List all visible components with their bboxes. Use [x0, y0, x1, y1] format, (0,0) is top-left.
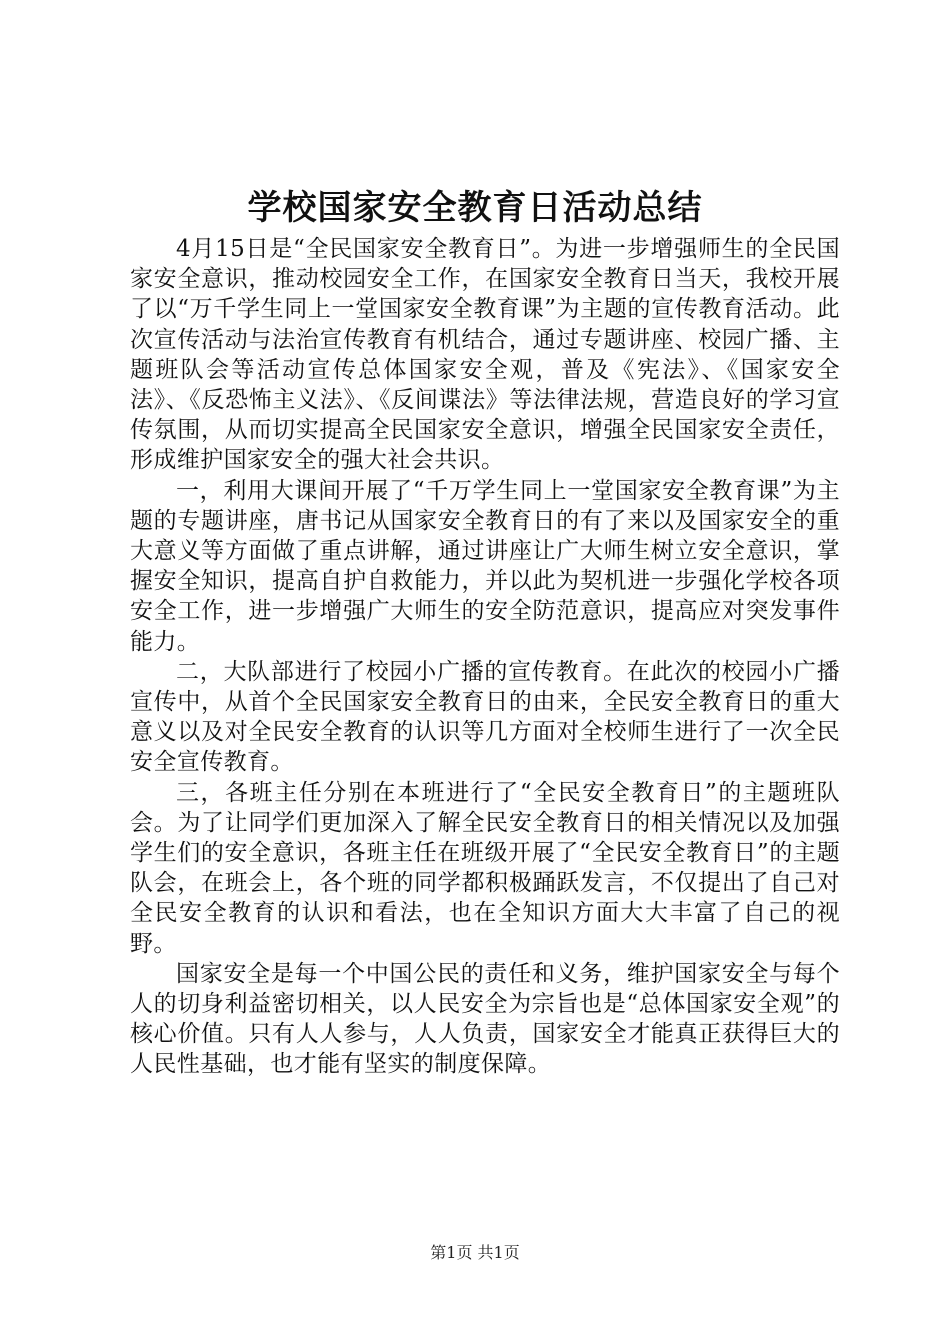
document-body: [130, 234, 840, 1080]
document-title: 学校国家安全教育日活动总结: [247, 188, 703, 228]
page-footer: 第1页 共1页: [430, 1243, 520, 1262]
paragraph-lecture: 一，利用大课间开展了“千万学生同上一堂国家安全教育课”为主题的专题讲座，唐书记从国家安全教育日的有了来以及国家安全的重大意义等方面做了重点讲解，通过讲座让广大师生树立安全意识，掌握安全知识，提高自护自救能力，并以此为契机进一步强化学校各项安全工作，进一步增强广大师生的安全防范意识，提高应对突发事件能力。: [130, 477, 840, 655]
paragraph-class-meeting: 三，各班主任分别在本班进行了“全民安全教育日”的主题班队会。为了让同学们更加深入了解全民安全教育日的相关情况以及加强学生们的安全意识，各班主任在班级开展了“全民安全教育日”的主题队会，在班会上，各个班的同学都积极踊跃发言，不仅提出了自己对全民安全教育的认识和看法，也在全知识方面大大丰富了自己的视野。: [130, 779, 840, 957]
paragraph-intro: 4月15日是“全民国家安全教育日”。为进一步增强师生的全民国家安全意识，推动校园安全工作，在国家安全教育日当天，我校开展了以“万千学生同上一堂国家安全教育课”为主题的宣传教育活动。此次宣传活动与法治宣传教育有机结合，通过专题讲座、校园广播、主题班队会等活动宣传总体国家安全观，普及《宪法》、《国家安全法》、《反恐怖主义法》、《反间谍法》等法律法规，营造良好的学习宣传氛围，从而切实提高全民国家安全意识，增强全民国家安全责任，形成维护国家安全的强大社会共识。: [130, 236, 840, 474]
paragraph-conclusion: 国家安全是每一个中国公民的责任和义务，维护国家安全与每个人的切身利益密切相关，以人民安全为宗旨也是“总体国家安全观”的核心价值。只有人人参与，人人负责，国家安全才能真正获得巨大的人民性基础，也才能有坚实的制度保障。: [130, 960, 840, 1078]
paragraph-broadcast: 二，大队部进行了校园小广播的宣传教育。在此次的校园小广播宣传中，从首个全民国家安全教育日的由来，全民安全教育日的重大意义以及对全民安全教育的认识等几方面对全校师生进行了一次全民安全宣传教育。: [130, 658, 840, 776]
